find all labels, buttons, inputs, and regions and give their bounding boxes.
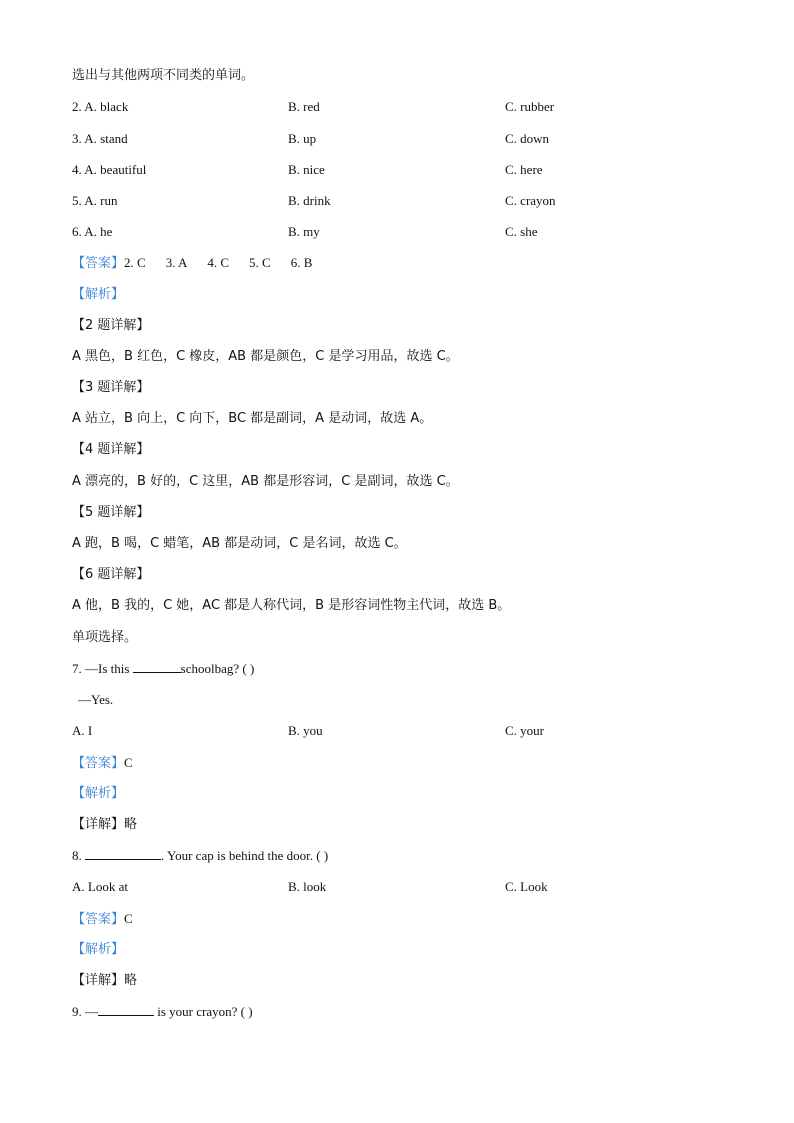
answer-item: 2. C <box>124 255 146 270</box>
detail-text-5: A 跑，B 喝，C 蜡笔，AB 都是动词，C 是名词，故选 C。 <box>72 536 407 551</box>
q7-detail-label: 【详解】 <box>72 817 125 832</box>
q8-answer: C <box>124 911 133 926</box>
detail-title-3: 【3 题详解】 <box>72 380 150 395</box>
detail-text-6: A 他，B 我的，C 她，AC 都是人称代词，B 是形容词性物主代词，故选 B。 <box>72 598 511 613</box>
q8-detail: 略 <box>124 973 138 988</box>
q5-option-c: C. crayon <box>505 193 556 208</box>
q2-option-b: B. red <box>288 99 320 114</box>
q6-option-b: B. my <box>288 224 320 239</box>
q7-option-c: C. your <box>505 723 544 738</box>
q7-answer: C <box>124 755 133 770</box>
q7-stem <box>72 660 254 678</box>
q3-option-b: B. up <box>288 131 317 146</box>
q8-analysis-label: 【解析】 <box>72 942 125 957</box>
q9-stem-pre: 9. — <box>72 1004 98 1019</box>
analysis-label: 【解析】 <box>72 287 125 302</box>
q6-option-a: 6. A. he <box>72 224 113 239</box>
q4-option-c: C. here <box>505 162 543 177</box>
detail-title-4: 【4 题详解】 <box>72 442 150 457</box>
q6-option-c: C. she <box>505 224 538 239</box>
q7-detail-row <box>72 816 137 834</box>
detail-title-5: 【5 题详解】 <box>72 505 150 520</box>
answer-label: 【答案】 <box>72 912 125 927</box>
answer-item: 6. B <box>290 255 313 270</box>
q7-stem-post: schoolbag? ( ) <box>180 661 255 676</box>
section1-instruction: 选出与其他两项不同类的单词。 <box>72 68 255 83</box>
q8-stem-pre: 8. <box>72 848 85 863</box>
q2-option-a: 2. A. black <box>72 99 129 114</box>
section1-answer-row <box>72 254 332 273</box>
q8-answer-row <box>72 910 133 929</box>
q7-option-a: A. I <box>72 723 93 738</box>
q5-option-a: 5. A. run <box>72 193 118 208</box>
q3-option-c: C. down <box>505 131 550 146</box>
q9-stem-post: is your crayon? ( ) <box>154 1004 253 1019</box>
q7-detail: 略 <box>124 817 138 832</box>
answer-item: 3. A <box>165 255 188 270</box>
q9-blank <box>98 1003 154 1016</box>
q4-option-a: 4. A. beautiful <box>72 162 147 177</box>
q7-option-b: B. you <box>288 723 323 738</box>
detail-title-6: 【6 题详解】 <box>72 567 150 582</box>
q8-option-b: B. look <box>288 879 327 894</box>
q7-blank <box>133 660 181 673</box>
q8-stem <box>72 847 328 865</box>
q7-reply: —Yes. <box>78 692 114 707</box>
section2-instruction: 单项选择。 <box>72 630 138 645</box>
q7-analysis-label: 【解析】 <box>72 786 125 801</box>
q5-option-b: B. drink <box>288 193 331 208</box>
detail-text-3: A 站立，B 向上，C 向下，BC 都是副词，A 是动词，故选 A。 <box>72 411 433 426</box>
q8-detail-label: 【详解】 <box>72 973 125 988</box>
q8-blank <box>85 847 161 860</box>
q8-detail-row <box>72 972 137 990</box>
q8-stem-post: . Your cap is behind the door. ( ) <box>161 848 329 863</box>
answer-item: 5. C <box>249 255 271 270</box>
answer-item: 4. C <box>207 255 230 270</box>
q7-stem-pre: 7. —Is this <box>72 661 133 676</box>
q4-option-b: B. nice <box>288 162 325 177</box>
detail-text-4: A 漂亮的，B 好的，C 这里，AB 都是形容词，C 是副词，故选 C。 <box>72 474 459 489</box>
detail-text-2: A 黑色，B 红色，C 橡皮，AB 都是颜色，C 是学习用品，故选 C。 <box>72 349 459 364</box>
q2-option-c: C. rubber <box>505 99 555 114</box>
q7-answer-row <box>72 754 133 773</box>
detail-title-2: 【2 题详解】 <box>72 318 150 333</box>
q3-option-a: 3. A. stand <box>72 131 128 146</box>
q8-option-c: C. Look <box>505 879 548 894</box>
q9-stem <box>72 1003 253 1021</box>
answer-label: 【答案】 <box>72 756 125 771</box>
q8-option-a: A. Look at <box>72 879 128 894</box>
answer-label: 【答案】 <box>72 256 125 271</box>
